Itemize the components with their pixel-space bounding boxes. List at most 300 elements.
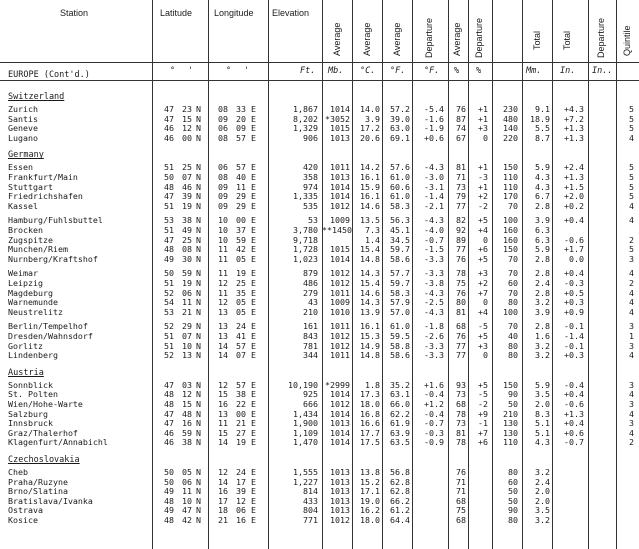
cell-elevation: 344 [303, 350, 318, 361]
cell-avg-humidity: 68 [456, 495, 466, 506]
cell-dep-precip-in: +0.9 [564, 306, 584, 317]
cell-station-name: Salzburg [8, 408, 48, 419]
cell-avg-temp-f: 62.2 [390, 408, 410, 419]
cell-avg-temp-c: 16.1 [360, 191, 380, 202]
cell-lon-min: 39 [236, 486, 246, 497]
cell-dep-precip-in: +0.3 [564, 297, 584, 308]
cell-station-name: Ostrava [8, 505, 43, 516]
cell-avg-pressure: 1011 [330, 350, 350, 361]
cell-total-mm: 80 [508, 467, 518, 477]
cell-lon-deg: 10 [218, 215, 228, 226]
cell-lon-deg: 11 [218, 418, 228, 429]
cell-lon-hem: E [251, 418, 256, 429]
cell-avg-temp-c: 7.3 [365, 225, 380, 235]
cell-lat-deg: 50 [164, 172, 174, 182]
cell-lon-min: 29 [236, 191, 246, 202]
cell-total-mm: 70 [508, 268, 518, 279]
cell-lon-hem: E [251, 495, 256, 506]
cell-lat-deg: 46 [164, 132, 174, 143]
cell-total-mm: 480 [503, 113, 518, 124]
cell-lat-min: 10 [182, 340, 192, 351]
cell-lat-hem: N [196, 132, 201, 143]
cell-lat-min: 12 [182, 389, 192, 400]
cell-total-mm: 80 [508, 350, 518, 361]
cell-avg-pressure: 1012 [330, 331, 350, 341]
unit-temp-c: °C. [360, 66, 376, 76]
cell-avg-pressure: 1013 [330, 495, 350, 506]
cell-lat-deg: 48 [164, 515, 174, 525]
cell-dep-temp-f: +1.2 [424, 399, 444, 409]
cell-lat-hem: N [196, 123, 201, 134]
cell-lat-hem: N [196, 200, 201, 211]
cell-lat-hem: N [196, 486, 201, 497]
cell-lon-hem: E [251, 399, 256, 409]
cell-avg-temp-c: 18.0 [360, 399, 380, 409]
cell-lat-min: 25 [182, 234, 192, 245]
cell-lat-min: 19 [182, 200, 192, 211]
cell-station-name: Munchen/Riem [8, 244, 68, 255]
cell-avg-humidity: 76 [456, 467, 466, 477]
cell-dep-precip-in: +0.4 [564, 215, 584, 226]
cell-station-name: Santis [8, 113, 38, 124]
cell-lon-min: 17 [236, 476, 246, 487]
cell-dep-precip-in: -0.1 [564, 321, 584, 332]
cell-avg-humidity: 68 [456, 399, 466, 409]
unit-departure-f: °F. [424, 66, 440, 76]
cell-quintile: 4 [629, 297, 634, 308]
cell-total-mm: 90 [508, 505, 518, 516]
cell-total-in: 2.0 [535, 399, 550, 409]
cell-station-name: Geneve [8, 123, 38, 134]
cell-avg-pressure: 1014 [330, 253, 350, 264]
cell-avg-humidity: 76 [456, 104, 466, 114]
cell-avg-pressure: 1012 [330, 278, 350, 288]
cell-dep-precip-in: +0.4 [564, 418, 584, 429]
cell-dep-temp-f: -4.0 [424, 225, 444, 235]
cell-avg-temp-c: 13.8 [360, 467, 380, 477]
cell-avg-temp-f: 57.7 [390, 268, 410, 279]
cell-dep-humidity: +4 [478, 225, 488, 235]
cell-dep-precip-in: -1.4 [564, 331, 584, 341]
cell-station-name: Leipzig [8, 278, 43, 288]
cell-elevation: 8,202 [293, 113, 318, 124]
cell-avg-pressure: 1013 [330, 476, 350, 487]
cell-total-in: 2.8 [535, 321, 550, 332]
cell-avg-temp-f: 57.6 [390, 162, 410, 173]
cell-lon-hem: E [251, 350, 256, 361]
header-total-mm: Total [532, 30, 542, 50]
cell-dep-humidity: +1 [478, 104, 488, 114]
cell-total-mm: 150 [503, 244, 518, 255]
cell-lon-hem: E [251, 340, 256, 351]
cell-lon-deg: 15 [218, 427, 228, 438]
cell-quintile: 1 [629, 331, 634, 341]
cell-lon-deg: 15 [218, 389, 228, 400]
cell-lon-min: 16 [236, 515, 246, 525]
cell-elevation: 3,780 [293, 225, 318, 235]
cell-station-name: St. Polten [8, 389, 58, 400]
cell-lon-hem: E [251, 437, 256, 448]
cell-lon-hem: E [251, 225, 256, 235]
cell-lon-deg: 14 [218, 476, 228, 487]
cell-lon-deg: 08 [218, 132, 228, 143]
cell-lon-min: 57 [236, 340, 246, 351]
cell-avg-temp-c: 15.3 [360, 331, 380, 341]
cell-quintile: 2 [629, 278, 634, 288]
cell-lat-hem: N [196, 427, 201, 438]
cell-station-name: Cheb [8, 467, 28, 477]
cell-avg-temp-c: 14.6 [360, 200, 380, 211]
cell-lon-min: 07 [236, 350, 246, 361]
cell-avg-pressure: 1013 [330, 505, 350, 516]
cell-lat-min: 11 [182, 486, 192, 497]
cell-avg-humidity: 76 [456, 287, 466, 298]
cell-lat-min: 07 [182, 172, 192, 182]
cell-lon-min: 21 [236, 418, 246, 429]
cell-lat-hem: N [196, 297, 201, 308]
country-heading: Switzerland [8, 92, 65, 102]
cell-lat-deg: 47 [164, 379, 174, 390]
cell-avg-humidity: 89 [456, 234, 466, 245]
cell-avg-temp-f: 56.8 [390, 467, 410, 477]
cell-avg-temp-c: 15.2 [360, 476, 380, 487]
cell-lat-hem: N [196, 181, 201, 192]
cell-avg-temp-c: 1.4 [365, 234, 380, 245]
cell-dep-humidity: +1 [478, 113, 488, 124]
cell-dep-humidity: +6 [478, 437, 488, 448]
cell-avg-humidity: 82 [456, 215, 466, 226]
cell-avg-pressure: 1015 [330, 244, 350, 255]
cell-dep-temp-f: -0.4 [424, 408, 444, 419]
cell-dep-humidity: +3 [478, 123, 488, 134]
cell-avg-temp-f: 56.3 [390, 215, 410, 226]
table-row [0, 438, 639, 448]
cell-lon-hem: E [251, 505, 256, 516]
cell-quintile: 4 [629, 389, 634, 400]
cell-lon-hem: E [251, 486, 256, 497]
cell-lat-deg: 51 [164, 225, 174, 235]
cell-lon-deg: 09 [218, 191, 228, 202]
cell-total-mm: 40 [508, 331, 518, 341]
cell-dep-humidity: +1 [478, 162, 488, 173]
cell-lat-deg: 53 [164, 306, 174, 317]
cell-avg-temp-f: 63.1 [390, 389, 410, 400]
cell-elevation: 1,329 [293, 123, 318, 134]
cell-lat-hem: N [196, 340, 201, 351]
cell-lat-deg: 54 [164, 297, 174, 308]
cell-elevation: 1,900 [293, 418, 318, 429]
cell-quintile: 2 [629, 234, 634, 245]
cell-avg-humidity: 71 [456, 486, 466, 497]
cell-lat-min: 10 [182, 495, 192, 506]
cell-lon-hem: E [251, 379, 256, 390]
cell-dep-temp-f: -2.5 [424, 297, 444, 308]
cell-dep-temp-f: -3.3 [424, 350, 444, 361]
cell-dep-humidity: +4 [478, 306, 488, 317]
cell-quintile: 5 [629, 104, 634, 114]
cell-quintile: 4 [629, 200, 634, 211]
cell-avg-temp-f: 34.5 [390, 234, 410, 245]
cell-avg-temp-f: 61.0 [390, 172, 410, 182]
cell-avg-temp-c: 14.0 [360, 104, 380, 114]
cell-lon-deg: 10 [218, 225, 228, 235]
cell-lon-min: 42 [236, 244, 246, 255]
cell-lon-min: 00 [236, 408, 246, 419]
cell-elevation: 1,728 [293, 244, 318, 255]
cell-quintile: 4 [629, 132, 634, 143]
cell-quintile: 3 [629, 253, 634, 264]
cell-total-in: 6.3 [535, 234, 550, 245]
cell-elevation: 906 [303, 132, 318, 143]
cell-total-mm: 140 [503, 123, 518, 134]
cell-dep-precip-in: +0.5 [564, 287, 584, 298]
cell-total-in: 2.4 [535, 278, 550, 288]
cell-dep-precip-in: 0.0 [569, 253, 584, 264]
cell-lon-hem: E [251, 278, 256, 288]
cell-lon-hem: E [251, 467, 256, 477]
cell-lon-min: 05 [236, 306, 246, 317]
cell-station-name: Bratislava/Ivanka [8, 495, 93, 506]
cell-lat-deg: 51 [164, 200, 174, 211]
cell-lon-min: 57 [236, 379, 246, 390]
cell-dep-precip-in: +7.2 [564, 113, 584, 124]
cell-avg-pressure: 1009 [330, 215, 350, 226]
cell-dep-humidity: +7 [478, 427, 488, 438]
cell-lon-min: 12 [236, 495, 246, 506]
cell-avg-temp-f: 61.0 [390, 321, 410, 332]
cell-dep-temp-f: -3.1 [424, 181, 444, 192]
cell-avg-pressure: 1014 [330, 191, 350, 202]
cell-avg-pressure: 1013 [330, 172, 350, 182]
cell-lon-min: 27 [236, 427, 246, 438]
cell-dep-precip-in: +0.2 [564, 200, 584, 211]
cell-elevation: 843 [303, 331, 318, 341]
header-longitude: Longitude [214, 8, 254, 18]
cell-total-in: 5.1 [535, 427, 550, 438]
cell-total-mm: 160 [503, 234, 518, 245]
cell-elevation: 771 [303, 515, 318, 525]
cell-lon-min: 59 [236, 234, 246, 245]
cell-lat-deg: 47 [164, 418, 174, 429]
cell-lon-min: 00 [236, 215, 246, 226]
cell-total-in: 3.9 [535, 215, 550, 226]
cell-lat-min: 49 [182, 225, 192, 235]
unit-lat-min: ' [188, 66, 194, 76]
cell-dep-temp-f: -1.8 [424, 321, 444, 332]
cell-total-mm: 160 [503, 225, 518, 235]
cell-avg-temp-c: 16.6 [360, 418, 380, 429]
cell-avg-humidity: 81 [456, 306, 466, 317]
cell-total-mm: 50 [508, 399, 518, 409]
cell-lon-hem: E [251, 200, 256, 211]
cell-lat-min: 46 [182, 181, 192, 192]
cell-lon-hem: E [251, 321, 256, 332]
cell-lat-hem: N [196, 172, 201, 182]
cell-lat-hem: N [196, 399, 201, 409]
cell-lat-deg: 48 [164, 244, 174, 255]
cell-lon-deg: 10 [218, 234, 228, 245]
cell-elevation: 279 [303, 287, 318, 298]
cell-lat-deg: 51 [164, 278, 174, 288]
cell-elevation: 1,023 [293, 253, 318, 264]
cell-avg-temp-f: 61.0 [390, 191, 410, 202]
cell-total-mm: 80 [508, 297, 518, 308]
cell-station-name: Innsbruck [8, 418, 53, 429]
cell-lon-deg: 14 [218, 350, 228, 361]
cell-lat-hem: N [196, 306, 201, 317]
cell-lon-deg: 16 [218, 486, 228, 497]
cell-lon-deg: 17 [218, 495, 228, 506]
header-quintile: Quintile [622, 25, 632, 56]
cell-lon-hem: E [251, 268, 256, 279]
cell-dep-temp-f: -4.3 [424, 215, 444, 226]
cell-dep-temp-f: -3.3 [424, 268, 444, 279]
country-heading: Austria [8, 367, 44, 378]
cell-lon-min: 25 [236, 278, 246, 288]
cell-total-mm: 50 [508, 486, 518, 497]
cell-avg-temp-c: 14.2 [360, 162, 380, 173]
cell-avg-temp-f: 69.1 [390, 132, 410, 143]
cell-avg-temp-f: 66.0 [390, 399, 410, 409]
cell-lat-deg: 47 [164, 234, 174, 245]
cell-total-in: 2.0 [535, 495, 550, 506]
cell-lat-hem: N [196, 476, 201, 487]
cell-avg-temp-c: 19.0 [360, 495, 380, 506]
cell-avg-temp-c: 14.6 [360, 287, 380, 298]
cell-avg-temp-f: 58.8 [390, 340, 410, 351]
cell-lon-hem: E [251, 191, 256, 202]
cell-avg-humidity: 92 [456, 225, 466, 235]
cell-elevation: 1,867 [293, 104, 318, 114]
cell-lat-hem: N [196, 225, 201, 235]
cell-dep-precip-in: +1.5 [564, 181, 584, 192]
cell-lat-hem: N [196, 253, 201, 264]
cell-dep-humidity: +2 [478, 191, 488, 202]
cell-lat-min: 30 [182, 253, 192, 264]
cell-total-mm: 150 [503, 379, 518, 390]
cell-lat-min: 23 [182, 104, 192, 114]
cell-dep-precip-in: +0.4 [564, 268, 584, 279]
cell-avg-humidity: 71 [456, 476, 466, 487]
cell-dep-humidity: +6 [478, 244, 488, 255]
cell-avg-humidity: 78 [456, 408, 466, 419]
cell-lat-min: 15 [182, 399, 192, 409]
table-row [0, 516, 639, 526]
cell-elevation: 925 [303, 389, 318, 400]
cell-lon-deg: 09 [218, 181, 228, 192]
cell-avg-pressure: 1014 [330, 181, 350, 192]
cell-avg-humidity: 73 [456, 389, 466, 400]
cell-avg-humidity: 77 [456, 340, 466, 351]
header-departure-humidity: Departure [474, 17, 484, 58]
header-departure-temp: Departure [424, 17, 434, 58]
cell-lat-hem: N [196, 321, 201, 332]
cell-avg-temp-c: 16.1 [360, 172, 380, 182]
cell-lon-hem: E [251, 331, 256, 341]
cell-total-in: 2.4 [535, 476, 550, 487]
cell-total-in: 3.5 [535, 389, 550, 400]
cell-quintile: 4 [629, 215, 634, 226]
cell-quintile: 3 [629, 399, 634, 409]
cell-lat-min: 03 [182, 379, 192, 390]
cell-avg-pressure: **1450 [322, 225, 352, 235]
cell-station-name: Graz/Thalerhof [8, 427, 78, 438]
cell-station-name: Weimar [8, 268, 38, 279]
cell-avg-pressure: 1013 [330, 486, 350, 497]
cell-total-in: 3.2 [535, 467, 550, 477]
cell-total-in: 2.8 [535, 268, 550, 279]
cell-lat-deg: 46 [164, 427, 174, 438]
cell-avg-humidity: 71 [456, 172, 466, 182]
cell-lat-deg: 50 [164, 268, 174, 279]
header-departure-precip: Departure [596, 17, 606, 58]
cell-total-mm: 220 [503, 132, 518, 143]
cell-lat-min: 47 [182, 505, 192, 516]
cell-elevation: 974 [303, 181, 318, 192]
unit-lat-deg: ° [170, 66, 176, 76]
cell-elevation: 814 [303, 486, 318, 497]
header-avg-temp-f: Average [392, 22, 402, 56]
cell-avg-temp-c: 17.7 [360, 427, 380, 438]
cell-avg-humidity: 81 [456, 427, 466, 438]
cell-avg-pressure: 1011 [330, 287, 350, 298]
cell-avg-humidity: 75 [456, 278, 466, 288]
cell-total-mm: 170 [503, 191, 518, 202]
cell-avg-humidity: 68 [456, 515, 466, 525]
cell-lon-deg: 13 [218, 331, 228, 341]
cell-lat-deg: 51 [164, 340, 174, 351]
cell-avg-pressure: 1014 [330, 408, 350, 419]
cell-dep-temp-f: -1.5 [424, 244, 444, 255]
cell-dep-precip-in: +0.4 [564, 389, 584, 400]
cell-lon-deg: 09 [218, 113, 228, 124]
cell-station-name: Klagenfurt/Annabichl [8, 437, 108, 448]
cell-total-in: 6.3 [535, 225, 550, 235]
cell-avg-temp-c: 13.9 [360, 306, 380, 317]
cell-lat-min: 11 [182, 297, 192, 308]
header-station: Station [60, 8, 89, 18]
cell-avg-temp-c: 16.2 [360, 505, 380, 516]
cell-lat-min: 00 [182, 132, 192, 143]
cell-total-mm: 100 [503, 306, 518, 317]
cell-elevation: 53 [308, 215, 318, 226]
cell-lat-hem: N [196, 495, 201, 506]
unit-lon-min: ' [244, 66, 250, 76]
cell-lon-deg: 06 [218, 123, 228, 134]
cell-avg-humidity: 77 [456, 244, 466, 255]
cell-lon-hem: E [251, 253, 256, 264]
cell-avg-temp-f: 59.5 [390, 331, 410, 341]
cell-lon-hem: E [251, 244, 256, 255]
cell-station-name: Essen [8, 162, 33, 173]
cell-lon-min: 11 [236, 181, 246, 192]
cell-dep-precip-in: +0.3 [564, 350, 584, 361]
unit-total-in: In. [560, 66, 576, 76]
cell-lon-deg: 13 [218, 306, 228, 317]
cell-dep-humidity: +9 [478, 408, 488, 419]
cell-station-name: Kassel [8, 200, 38, 211]
cell-lon-min: 09 [236, 123, 246, 134]
cell-lon-min: 38 [236, 389, 246, 400]
cell-total-in: 5.5 [535, 123, 550, 134]
cell-lat-min: 16 [182, 418, 192, 429]
cell-elevation: 1,434 [293, 408, 318, 419]
country-heading: Czechoslovakia [8, 455, 80, 465]
cell-lon-deg: 12 [218, 297, 228, 308]
cell-dep-humidity: 0 [483, 234, 488, 245]
cell-avg-temp-f: 66.2 [390, 495, 410, 506]
cell-avg-temp-c: 14.8 [360, 350, 380, 361]
